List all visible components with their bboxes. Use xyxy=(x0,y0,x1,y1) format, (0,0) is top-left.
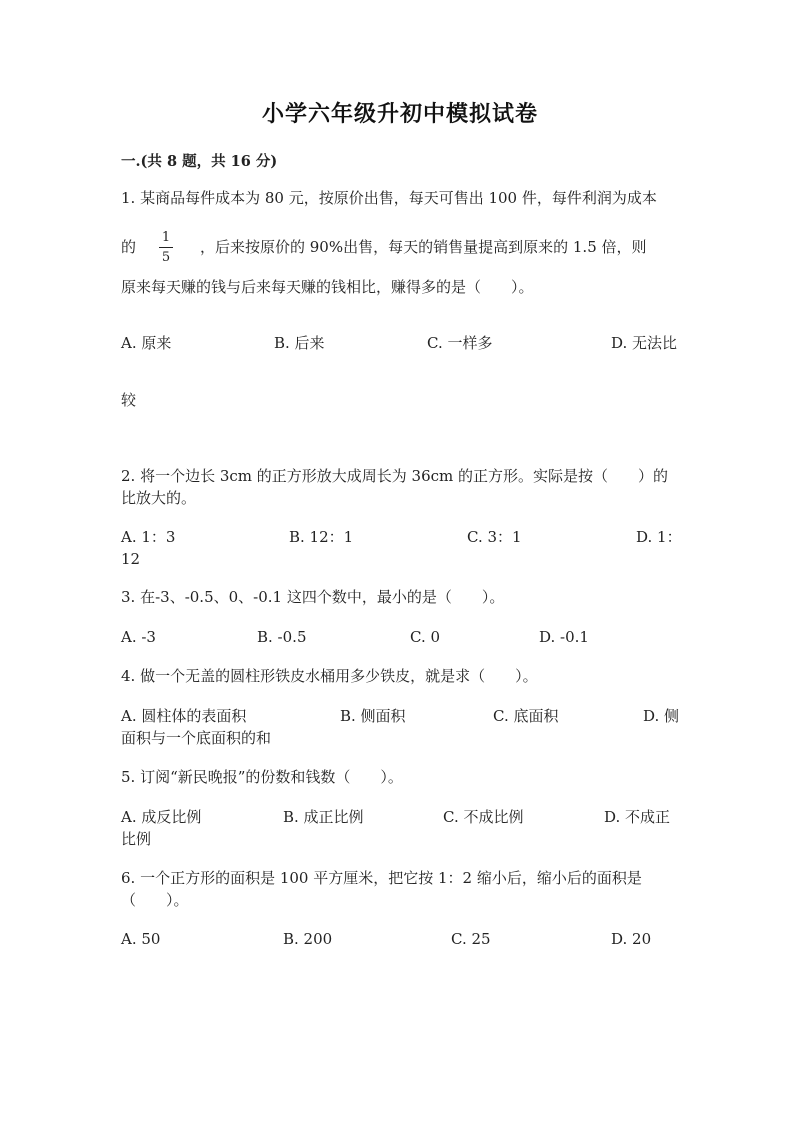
q5-option-d[interactable]: D. 不成正 xyxy=(604,808,671,826)
q4-options xyxy=(121,705,680,751)
q2-option-c[interactable]: C. 3：1 xyxy=(467,528,522,546)
q5-option-d-wrap: 比例 xyxy=(121,830,152,848)
q1-line-2-suffix: ，后来按原价的 90%出售，每天的销售量提高到原来的 1.5 倍，则 xyxy=(200,238,647,256)
exam-title: 小学六年级升初中模拟试卷 xyxy=(261,101,538,127)
q3-option-a[interactable]: A. -3 xyxy=(121,628,156,646)
q1-option-b[interactable]: B. 后来 xyxy=(274,334,325,352)
q2-line-2: 比放大的。 xyxy=(121,489,197,507)
q2-option-d[interactable]: D. 1： xyxy=(636,528,682,546)
q1-line-2-prefix: 的 xyxy=(121,238,137,256)
q5-options xyxy=(121,806,677,852)
section-heading: 一.(共 8 题，共 16 分) xyxy=(121,153,278,170)
q6-line-1: 6. 一个正方形的面积是 100 平方厘米，把它按 1：2 缩小后，缩小后的面积是 xyxy=(121,869,642,887)
q3-line-1: 3. 在-3、-0.5、0、-0.1 这四个数中，最小的是（ ）。 xyxy=(121,588,505,606)
q2-option-b[interactable]: B. 12：1 xyxy=(289,528,354,546)
q6-option-d[interactable]: D. 20 xyxy=(611,930,652,948)
q3-option-c[interactable]: C. 0 xyxy=(410,628,441,646)
q5-option-b[interactable]: B. 成正比例 xyxy=(283,808,364,826)
q4-option-b[interactable]: B. 侧面积 xyxy=(340,707,406,725)
q2-option-d-wrap: 12 xyxy=(121,550,141,568)
q1-fraction xyxy=(159,231,173,265)
q2-option-a[interactable]: A. 1：3 xyxy=(121,528,176,546)
q1-line-3: 原来每天赚的钱与后来每天赚的钱相比，赚得多的是（ ）。 xyxy=(121,278,534,296)
q1-option-c[interactable]: C. 一样多 xyxy=(427,334,493,352)
q2-options xyxy=(121,526,682,572)
q3-option-d[interactable]: D. -0.1 xyxy=(539,628,589,646)
q2-line-1: 2. 将一个边长 3cm 的正方形放大成周长为 36cm 的正方形。实际是按（ ）的 xyxy=(121,467,669,485)
q5-option-c[interactable]: C. 不成比例 xyxy=(443,808,524,826)
q6-line-2: （ ）。 xyxy=(121,891,189,909)
fraction-numerator: 1 xyxy=(161,230,171,245)
fraction-denominator: 5 xyxy=(161,250,171,265)
q6-option-b[interactable]: B. 200 xyxy=(283,930,333,948)
q6-option-a[interactable]: A. 50 xyxy=(121,930,161,948)
q1-option-d[interactable]: D. 无法比 xyxy=(611,334,678,352)
q3-options xyxy=(121,626,677,648)
q6-option-c[interactable]: C. 25 xyxy=(451,930,491,948)
q4-option-d[interactable]: D. 侧 xyxy=(643,707,680,725)
q3-option-b[interactable]: B. -0.5 xyxy=(257,628,307,646)
q4-option-d-wrap: 面积与一个底面积的和 xyxy=(121,729,272,747)
q4-line-1: 4. 做一个无盖的圆柱形铁皮水桶用多少铁皮，就是求（ ）。 xyxy=(121,667,538,685)
q5-line-1: 5. 订阅“新民晚报”的份数和钱数（ ）。 xyxy=(121,768,403,786)
q4-option-c[interactable]: C. 底面积 xyxy=(493,707,559,725)
q1-line-1: 1. 某商品每件成本为 80 元，按原价出售，每天可售出 100 件，每件利润为成本 xyxy=(121,189,657,207)
q4-option-a[interactable]: A. 圆柱体的表面积 xyxy=(121,707,247,725)
q1-option-d-wrap: 较 xyxy=(121,391,137,409)
q1-option-a[interactable]: A. 原来 xyxy=(121,334,172,352)
q5-option-a[interactable]: A. 成反比例 xyxy=(121,808,202,826)
q6-options xyxy=(121,928,677,950)
q1-options xyxy=(121,332,677,412)
fraction-bar xyxy=(159,247,173,248)
